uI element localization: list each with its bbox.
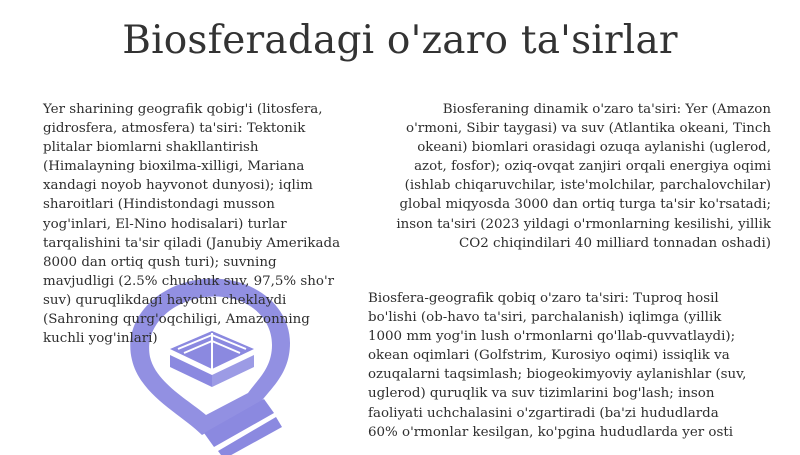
paragraph-geographic-shell: Yer sharining geografik qobig'i (litosfera, gidrosfera, atmosfera) ta'siri: Tektonik plitalar biomlarni shakllantirish (Himalayning bioxilma-xilligi, Mariana xandagi noyob hayvonot dunyosi); iqlim sharoitlari (Hindistondagi musson yog'inlari, El-Nino hodisalari) turlar tarqalishini ta'sir qiladi (Janubiy Amerikada 8000 dan ortiq qush turi); suvning mavjudligi (2.5% chuchuk suv, 97,5% sho'r suv) quruqlikdagi hayotni cheklaydi (Sahroning qurg'oqchiligi, Amazonning kuchli yog'inlari) (43, 102, 341, 347)
slide-title: Biosferadagi o'zaro ta'sirlar (122, 18, 678, 63)
paragraph-biosphere-geoshell: Biosfera-geografik qobiq o'zaro ta'siri: Tuproq hosil bo'lishi (ob-havo ta'siri, parchalanish) iqlimga (yillik 1000 mm yog'in lush o'rmonlarni qo'llab-quvvatlaydi); okean oqimlari (Golfstrim, Kurosiyo oqimi) issiqlik va ozuqalarni taqsimlash; biogeokimyoviy aylanishlar (suv, uglerod) quruqlik va suv tizimlarini bog'lash; inson faoliyati uchchalasini o'zgartiradi (ba'zi hududlarda 60% o'rmonlar kesilgan, ko'pgina hududlarda yer osti (368, 291, 747, 440)
paragraph-biosphere-dynamics: Biosferaning dinamik o'zaro ta'siri: Yer (Amazon o'rmoni, Sibir taygasi) va suv (Atlantika okeani, Tinch okeani) biomlari orasidagi ozuqa aylanishi (uglerod, azot, fosfor); oziq-ovqat zanjiri orqali energiya oqimi (ishlab chiqaruvchilar, iste'molchilar, parchalovchilar) global miqyosda 3000 dan ortiq turga ta'sir ko'rsatadi; inson ta'siri (2023 yildagi o'rmonlarning kesilishi, yillik CO2 chiqindilari 40 milliard tonnadan oshadi) (396, 102, 771, 251)
